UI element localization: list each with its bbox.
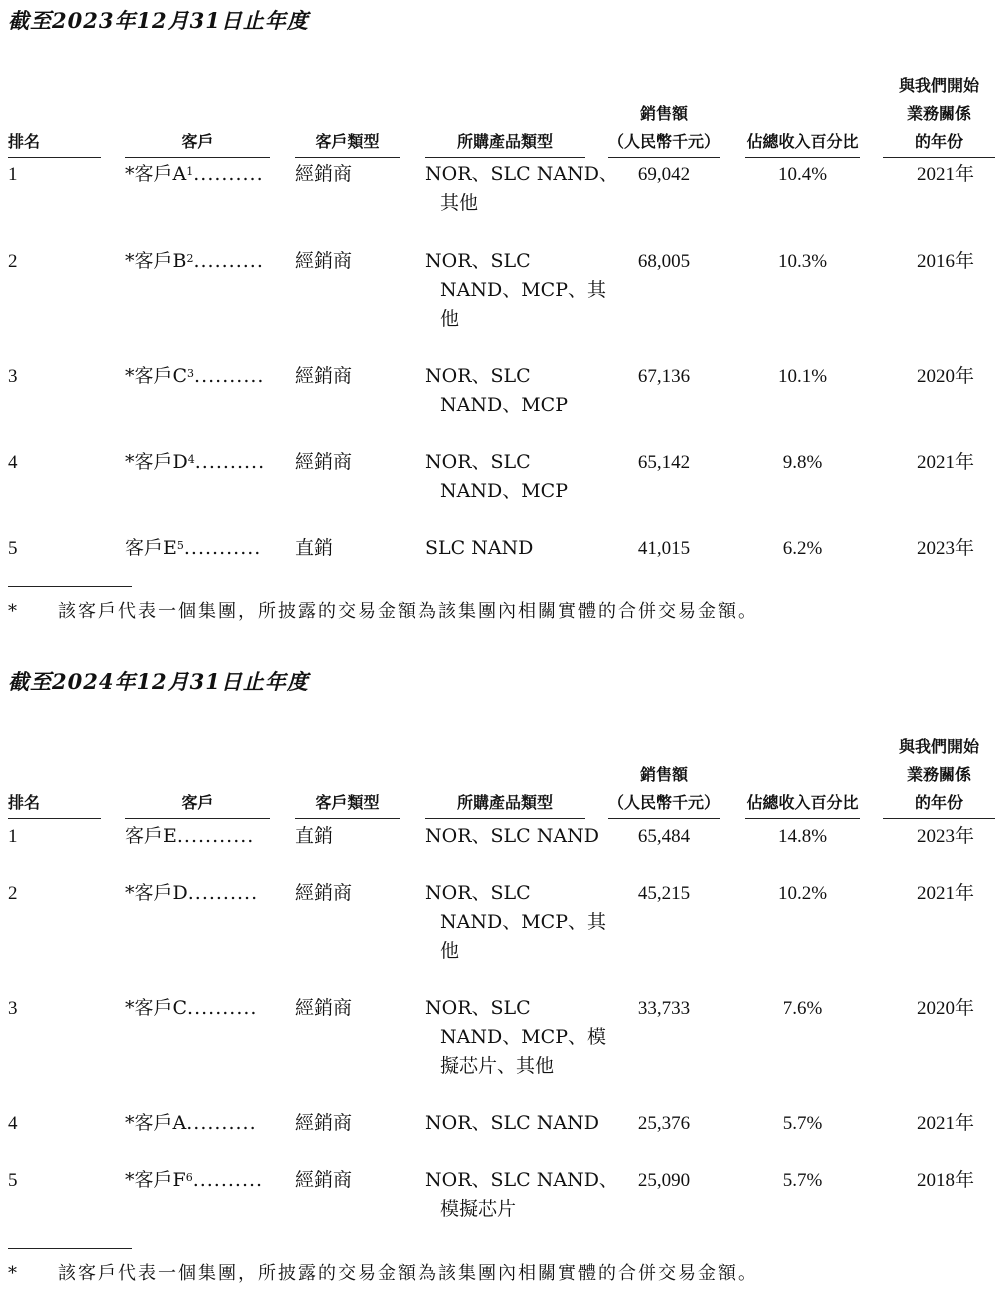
sales-cell: 45,215 — [637, 883, 691, 904]
header-customer-type: 客戶類型 — [315, 793, 380, 812]
sales-cell: 69,042 — [637, 164, 691, 185]
footnote-ref: 3 — [187, 367, 195, 380]
header-underline — [883, 818, 995, 819]
footnote-mark: * — [8, 1263, 19, 1284]
product-cell — [425, 362, 600, 420]
header-percent: 佔總收入百分比 — [746, 132, 859, 151]
year-cell: 2023年 — [916, 538, 974, 559]
percent-cell: 10.1% — [777, 366, 828, 387]
footnote-mark: * — [8, 601, 19, 622]
dot-leader: .......... — [193, 250, 264, 272]
rank-cell: 2 — [8, 251, 18, 272]
header-year-line2: 業務關係 — [906, 765, 971, 784]
dot-leader: .......... — [194, 365, 265, 387]
sales-cell: 41,015 — [637, 538, 691, 559]
dot-leader: .......... — [194, 451, 266, 473]
year-cell: 2016年 — [916, 251, 974, 272]
header-underline — [608, 818, 720, 819]
percent-cell: 9.8% — [782, 452, 823, 473]
rank-cell: 4 — [8, 452, 18, 473]
header-year-line3: 的年份 — [914, 793, 963, 812]
header-sales-line1: 銷售額 — [639, 104, 688, 123]
product-line: NAND、MCP、其 — [440, 911, 606, 933]
product-line: NOR、SLC NAND、 — [425, 163, 618, 185]
product-line: NAND、MCP、其 — [440, 279, 606, 301]
sales-cell: 68,005 — [637, 251, 691, 272]
sales-cell: 25,090 — [637, 1170, 691, 1191]
dot-leader: .......... — [193, 163, 264, 185]
header-underline — [745, 818, 860, 819]
product-line: SLC NAND — [425, 537, 534, 559]
type-cell: 經銷商 — [295, 451, 353, 473]
header-year-line1: 與我們開始 — [898, 737, 979, 756]
customer-cell — [125, 994, 257, 1023]
header-sales-line2: （人民幣千元） — [608, 132, 721, 151]
product-cell — [425, 879, 606, 966]
type-cell: 經銷商 — [295, 882, 353, 904]
customer-cell — [125, 1109, 257, 1138]
customer-cell — [125, 822, 254, 851]
product-cell — [425, 994, 606, 1081]
customer-cell — [125, 160, 264, 189]
header-customer: 客戶 — [181, 793, 214, 812]
customer-name: *客戶D — [125, 451, 188, 473]
product-cell — [425, 448, 600, 506]
percent-cell: 10.4% — [777, 164, 828, 185]
product-line: NOR、SLC NAND — [425, 1112, 599, 1134]
customer-name: *客戶F — [125, 1169, 186, 1191]
percent-cell: 6.2% — [782, 538, 823, 559]
header-percent: 佔總收入百分比 — [746, 793, 859, 812]
header-customer: 客戶 — [181, 132, 214, 151]
product-line: NOR、SLC — [425, 451, 531, 473]
product-line: NOR、SLC — [425, 250, 531, 272]
product-line: NOR、SLC — [425, 365, 531, 387]
footnote — [8, 1259, 758, 1285]
customer-name: *客戶A — [125, 163, 187, 185]
rank-cell: 5 — [8, 538, 18, 559]
type-cell: 經銷商 — [295, 1169, 353, 1191]
header-underline — [295, 818, 400, 819]
dot-leader: .......... — [192, 1169, 264, 1191]
type-cell: 經銷商 — [295, 365, 353, 387]
sales-cell: 65,484 — [637, 826, 691, 847]
year-cell: 2020年 — [916, 998, 974, 1019]
type-cell: 經銷商 — [295, 997, 353, 1019]
type-cell: 經銷商 — [295, 1112, 353, 1134]
header-products: 所購產品類型 — [456, 793, 553, 812]
footnote-rule — [8, 1248, 132, 1249]
customer-name: *客戶C — [125, 365, 188, 387]
type-cell: 經銷商 — [295, 163, 353, 185]
product-line: 擬芯片、其他 — [440, 1055, 555, 1077]
customer-name: *客戶A — [125, 1112, 187, 1134]
rank-cell: 5 — [8, 1170, 18, 1191]
sales-cell: 33,733 — [637, 998, 691, 1019]
header-customer-type: 客戶類型 — [315, 132, 380, 151]
customer-cell — [125, 247, 264, 276]
product-cell — [425, 247, 606, 334]
customer-cell — [125, 448, 265, 477]
header-underline — [125, 157, 270, 158]
percent-cell: 5.7% — [782, 1113, 823, 1134]
product-line: NAND、MCP — [440, 394, 568, 416]
type-cell: 經銷商 — [295, 250, 353, 272]
footnote-text: 該客戶代表一個集團，所披露的交易金額為該集團內相關實體的合併交易金額。 — [58, 601, 758, 622]
year-cell: 2018年 — [916, 1170, 974, 1191]
percent-cell: 7.6% — [782, 998, 823, 1019]
header-underline — [8, 818, 101, 819]
year-cell: 2021年 — [916, 883, 974, 904]
footnote-ref: 6 — [185, 1171, 193, 1184]
header-underline — [745, 157, 860, 158]
footnote-ref: 1 — [186, 165, 194, 178]
rank-cell: 4 — [8, 1113, 18, 1134]
product-line: 他 — [440, 940, 460, 962]
year-cell: 2021年 — [916, 452, 974, 473]
header-underline — [8, 157, 101, 158]
rank-cell: 3 — [8, 366, 18, 387]
header-year-line3: 的年份 — [914, 132, 963, 151]
footnote-ref: 5 — [176, 539, 184, 552]
header-sales-line2: （人民幣千元） — [608, 793, 721, 812]
header-underline — [608, 157, 720, 158]
sales-cell: 67,136 — [637, 366, 691, 387]
product-cell — [425, 534, 600, 563]
product-line: 模擬芯片 — [440, 1198, 517, 1220]
header-underline — [295, 157, 400, 158]
dot-leader: .......... — [187, 997, 258, 1019]
customer-name: 客戶E — [125, 825, 177, 847]
sales-cell: 25,376 — [637, 1113, 691, 1134]
product-line: NAND、MCP — [440, 480, 568, 502]
footnote — [8, 597, 758, 623]
percent-cell: 10.3% — [777, 251, 828, 272]
section-title: 截至2023年12月31日止年度 — [8, 8, 309, 33]
footnote-ref: 2 — [186, 252, 194, 265]
dot-leader: ........... — [176, 825, 255, 847]
header-products: 所購產品類型 — [456, 132, 553, 151]
year-cell: 2020年 — [916, 366, 974, 387]
customer-name: *客戶D — [125, 882, 188, 904]
product-cell — [425, 1166, 618, 1224]
dot-leader: ........... — [183, 537, 262, 559]
section-2023 — [0, 0, 1000, 640]
product-line: 其他 — [440, 192, 479, 214]
customer-cell — [125, 534, 261, 563]
header-rank: 排名 — [8, 132, 41, 151]
year-cell: 2023年 — [916, 826, 974, 847]
customer-name: *客戶B — [125, 250, 187, 272]
section-title: 截至2024年12月31日止年度 — [8, 669, 309, 694]
rank-cell: 3 — [8, 998, 18, 1019]
header-underline — [125, 818, 270, 819]
type-cell: 直銷 — [295, 537, 334, 559]
type-cell: 直銷 — [295, 825, 334, 847]
header-underline — [425, 157, 585, 158]
customer-cell — [125, 1166, 263, 1195]
customer-cell — [125, 362, 264, 391]
year-cell: 2021年 — [916, 164, 974, 185]
customer-name: 客戶E — [125, 537, 177, 559]
product-cell — [425, 1109, 600, 1138]
header-year-line1: 與我們開始 — [898, 76, 979, 95]
percent-cell: 5.7% — [782, 1170, 823, 1191]
rank-cell: 2 — [8, 883, 18, 904]
rank-cell: 1 — [8, 164, 18, 185]
footnote-text: 該客戶代表一個集團，所披露的交易金額為該集團內相關實體的合併交易金額。 — [58, 1263, 758, 1284]
header-year-line2: 業務關係 — [906, 104, 971, 123]
header-underline — [883, 157, 995, 158]
footnote-ref: 4 — [187, 453, 195, 466]
rank-cell: 1 — [8, 826, 18, 847]
footnote-rule — [8, 586, 132, 587]
product-cell — [425, 160, 618, 218]
header-rank: 排名 — [8, 793, 41, 812]
product-line: NOR、SLC NAND、 — [425, 1169, 618, 1191]
dot-leader: .......... — [187, 882, 259, 904]
product-line: NOR、SLC — [425, 997, 531, 1019]
percent-cell: 14.8% — [777, 826, 828, 847]
customer-name: *客戶C — [125, 997, 188, 1019]
header-underline — [425, 818, 585, 819]
product-line: NAND、MCP、模 — [440, 1026, 606, 1048]
product-line: NOR、SLC — [425, 882, 531, 904]
year-cell: 2021年 — [916, 1113, 974, 1134]
product-line: 他 — [440, 308, 460, 330]
product-line: NOR、SLC NAND — [425, 825, 599, 847]
customer-cell — [125, 879, 258, 908]
sales-cell: 65,142 — [637, 452, 691, 473]
dot-leader: .......... — [186, 1112, 257, 1134]
header-sales-line1: 銷售額 — [639, 765, 688, 784]
product-cell — [425, 822, 600, 851]
percent-cell: 10.2% — [777, 883, 828, 904]
